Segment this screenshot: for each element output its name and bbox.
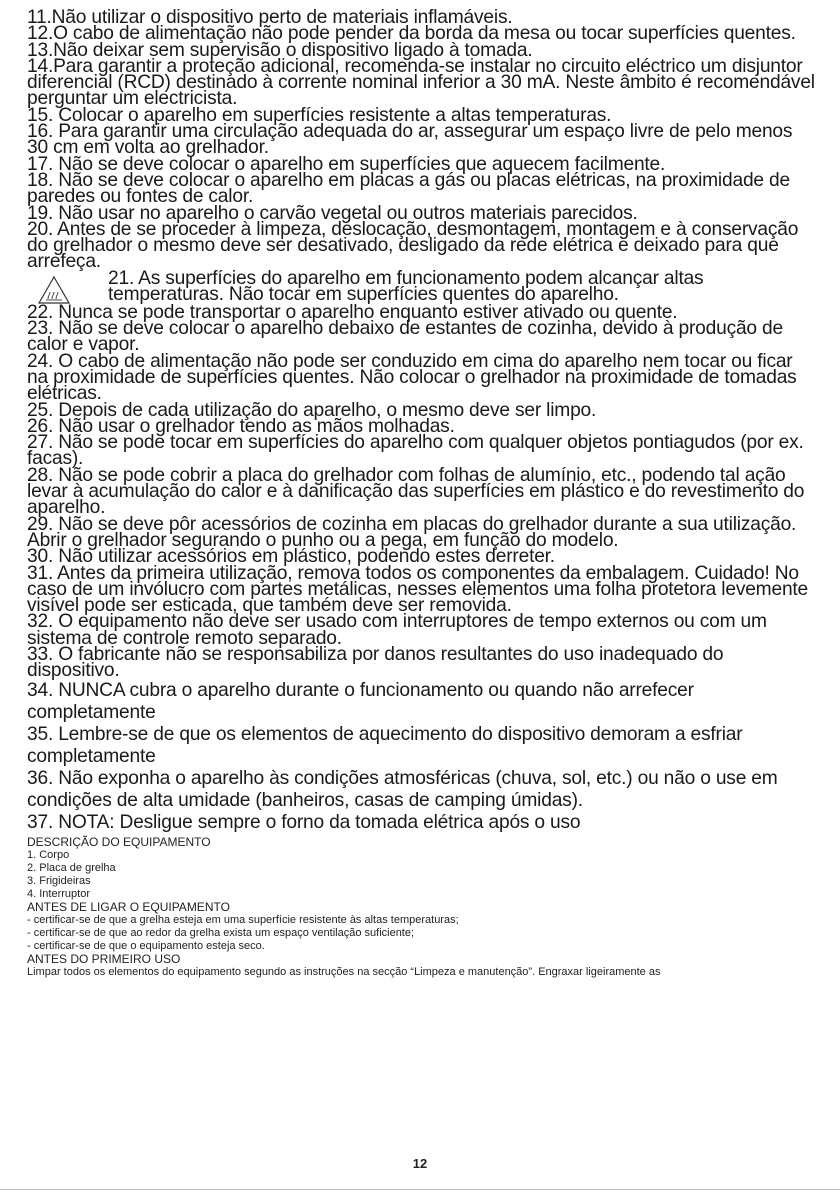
safety-item: 29. Não se deve pôr acessórios de cozinha em placas do grelhador durante a sua utilização. Abrir o grelhador segurando o punho ou a pega, em função do modelo.: [27, 513, 797, 551]
page-number: 12: [412, 1156, 428, 1171]
safety-item: 23. Não se deve colocar o aparelho debaixo de estantes de cozinha, devido à produção de calor e vapor.: [27, 318, 783, 356]
equipment-sections: [27, 836, 817, 979]
safety-list-1: [27, 7, 817, 273]
section-heading: ANTES DO PRIMEIRO USO: [27, 951, 181, 966]
safety-item: 37. NOTA: Desligue sempre o forno da tomada elétrica após o uso: [27, 811, 581, 833]
part-item: 1. Corpo: [27, 848, 70, 861]
safety-item: 20. Antes de se proceder à limpeza, deslocação, desmontagem, montagem e à conservação do grelhador o mesmo deve ser desativado, desligado da rede elétrica e deixado para que arrefeça.: [27, 218, 799, 273]
section-heading: DESCRIÇÃO DO EQUIPAMENTO: [27, 834, 211, 849]
safety-item: 13.Não deixar sem supervisão o dispositivo ligado à tomada.: [27, 39, 533, 61]
paragraph: Limpar todos os elementos do equipamento segundo as instruções na secção “Limpeza e manutenção”. Engraxar ligeiramente as: [27, 965, 661, 978]
part-item: 4. Interruptor: [27, 887, 90, 900]
safety-item: 19. Não usar no aparelho o carvão vegetal ou outros materiais parecidos.: [27, 202, 638, 224]
check-item: - certificar-se de que a grelha esteja em uma superfície resistente às altas temperaturas;: [27, 913, 459, 926]
safety-item: 15. Colocar o aparelho em superfícies resistente a altas temperaturas.: [27, 104, 612, 126]
part-item: 3. Frigideiras: [27, 874, 91, 887]
safety-item: 25. Depois de cada utilização do aparelho, o mesmo deve ser limpo.: [27, 399, 597, 421]
hot-surface-warning: [27, 267, 817, 306]
safety-item: 31. Antes da primeira utilização, remova todos os componentes da embalagem. Cuidado! No caso de um invólucro com partes metálicas, nesses elementos uma folha protetora levemente visível pode ser esticada, que também deve ser removida.: [27, 562, 809, 617]
safety-item-warning: 21. As superfícies do aparelho em funcionamento podem alcançar altas temperaturas. Não tocar em superfícies quentes do aparelho.: [108, 267, 704, 306]
part-item: 2. Placa de grelha: [27, 861, 116, 874]
safety-item: 36. Não exponha o aparelho às condições atmosféricas (chuva, sol, etc.) ou não o use em condições de alta umidade (banheiros, casas de camping úmidas).: [27, 767, 778, 811]
safety-item: 28. Não se pode cobrir a placa do grelhador com folhas de alumínio, etc., podendo tal ação levar à acumulação do calor e à danificação das superfícies em plástico e do revestimento do aparelho.: [27, 464, 805, 519]
hot-surface-icon: [37, 275, 71, 305]
check-item: - certificar-se de que ao redor da grelha exista um espaço ventilação suficiente;: [27, 926, 415, 939]
safety-item: 33. O fabricante não se responsabiliza por danos resultantes do uso inadequado do dispositivo.: [27, 643, 724, 682]
manual-page: [27, 7, 817, 979]
safety-item: 35. Lembre-se de que os elementos de aquecimento do dispositivo demoram a esfriar completamente: [27, 723, 743, 767]
safety-item: 22. Nunca se pode transportar o aparelho enquanto estiver ativado ou quente.: [27, 301, 678, 323]
bottom-divider: [0, 1189, 840, 1190]
safety-item: 17. Não se deve colocar o aparelho em superfícies que aquecem facilmente.: [27, 153, 666, 175]
safety-item: 24. O cabo de alimentação não pode ser conduzido em cima do aparelho nem tocar ou ficar na proximidade de superfícies quentes. Não colocar o grelhador na proximidade de tomadas elétricas.: [27, 350, 797, 405]
safety-item: 16. Para garantir uma circulação adequada do ar, assegurar um espaço livre de pelo menos 30 cm em volta ao grelhador.: [27, 121, 793, 159]
safety-item: 30. Não utilizar acessórios em plástico, podendo estes derreter.: [27, 546, 555, 568]
safety-list-2: [27, 301, 817, 834]
safety-item: 26. Não usar o grelhador tendo as mãos molhadas.: [27, 415, 455, 437]
section-heading: ANTES DE LIGAR O EQUIPAMENTO: [27, 899, 230, 914]
safety-item: 14.Para garantir a proteção adicional, recomenda-se instalar no circuito eléctrico um disjuntor diferencial (RCD) destinado à corrente nominal inferior a 30 mA. Neste âmbito é recomendável perguntar um electricista.: [27, 55, 815, 110]
safety-item: 11.Não utilizar o dispositivo perto de materiais inflamáveis.: [27, 7, 513, 28]
check-item: - certificar-se de que o equipamento esteja seco.: [27, 939, 265, 952]
safety-item: 12.O cabo de alimentação não pode pender da borda da mesa ou tocar superfícies quentes.: [27, 23, 796, 45]
safety-item: 27. Não se pode tocar em superfícies do aparelho com qualquer objetos pontiagudos (por ex. facas).: [27, 432, 804, 470]
safety-item: 32. O equipamento não deve ser usado com interruptores de tempo externos ou com um sistema de controle remoto separado.: [27, 611, 767, 649]
safety-item: 18. Não se deve colocar o aparelho em placas a gás ou placas elétricas, na proximidade de paredes ou fontes de calor.: [27, 169, 790, 208]
safety-item: 34. NUNCA cubra o aparelho durante o funcionamento ou quando não arrefecer completamente: [27, 679, 694, 723]
